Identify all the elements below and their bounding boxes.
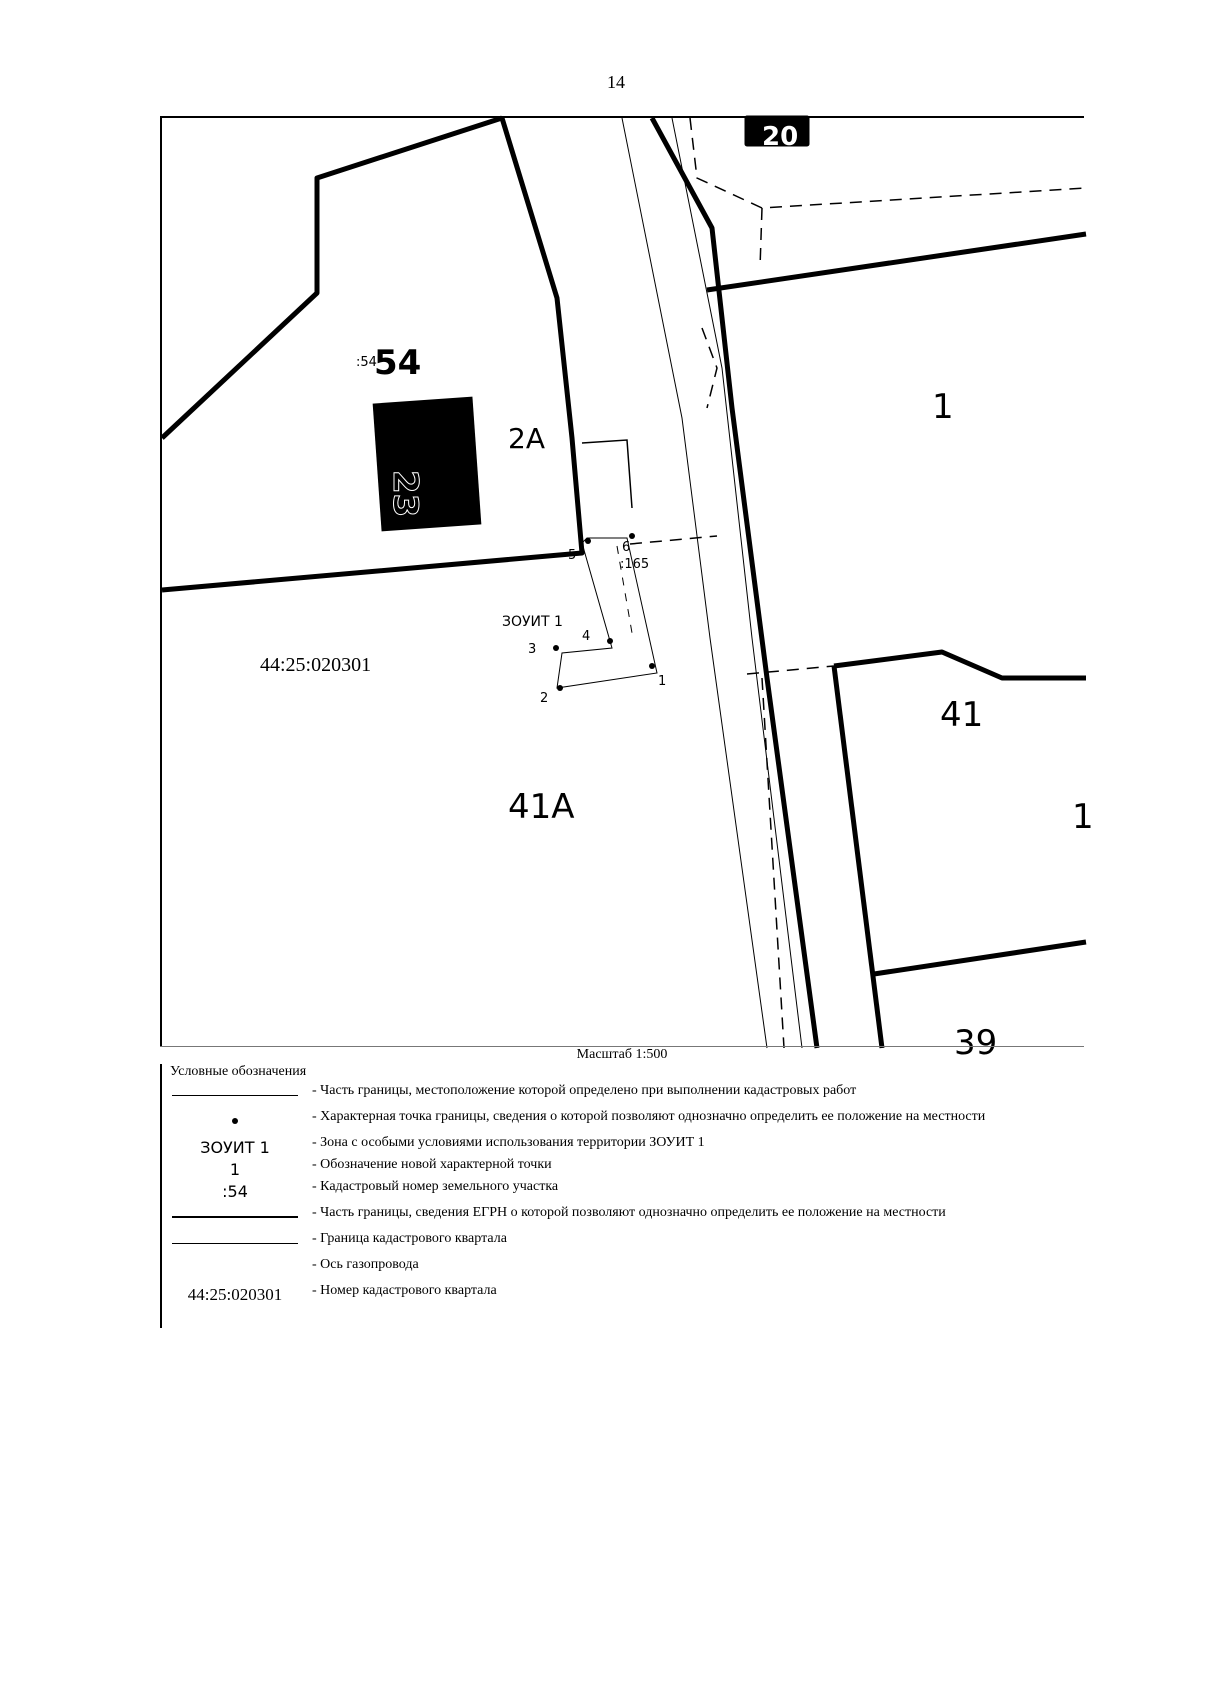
legend-text: - Часть границы, местоположение которой определено при выполнении кадастровых работ: [312, 1083, 857, 1098]
point-1-dot: [649, 663, 655, 669]
house-41A-label: 41А: [508, 787, 575, 827]
scale-label: Масштаб 1:500: [160, 1046, 1084, 1063]
legend-symbol-thin-line: [170, 1082, 300, 1108]
point-4-dot: [607, 638, 613, 644]
legend-row-gas-axis: [162, 1256, 1086, 1282]
quarter-line-north-east: [702, 328, 717, 408]
legend-symbol-quarter-number: 44:25:020301: [187, 1285, 283, 1304]
legend: [160, 1064, 1084, 1328]
legend-symbol-zone: ЗОУИТ 1: [200, 1137, 270, 1157]
plot-1-partial-label: 1: [1072, 797, 1094, 837]
legend-text: - Кадастровый номер земельного участка: [312, 1179, 559, 1194]
plot-41-label: 41: [940, 695, 984, 735]
legend-text: - Обозначение новой характерной точки: [312, 1157, 552, 1172]
legend-text: - Часть границы, сведения ЕГРН о которой позволяют однозначно определить ее положение на местности: [312, 1205, 946, 1220]
legend-title: Условные обозначения: [170, 1064, 307, 1079]
quarter-boundaries: [630, 118, 1086, 1048]
legend-row-quarter-boundary: [162, 1230, 1086, 1256]
point-3-dot: [553, 645, 559, 651]
legend-text: - Характерная точка границы, сведения о которой позволяют однозначно определить ее положение на местности: [312, 1109, 986, 1124]
egrn-boundaries: [162, 118, 1086, 1048]
legend-symbol-thick-line: [170, 1204, 300, 1230]
point-2-dot: [557, 685, 563, 691]
point-1-label: 1: [658, 674, 667, 689]
zone-label: ЗОУИТ 1: [502, 614, 563, 630]
boundary-plot-41-top: [834, 652, 1086, 678]
plot-54-small-label: :54: [356, 355, 377, 370]
legend-symbol-gas-axis: [170, 1256, 300, 1282]
legend-row-quarter-number: [162, 1282, 1086, 1308]
legend-symbol-point-number: 1: [229, 1159, 241, 1179]
quarter-line-165: [630, 536, 717, 544]
point-6-dot: [629, 533, 635, 539]
house-2A-label: 2А: [508, 422, 545, 455]
plot-54-label: 54: [374, 343, 422, 383]
road-edge: [672, 118, 802, 1048]
boundary-plot-1-top: [707, 234, 1086, 290]
quarter-line-vertical: [760, 208, 762, 268]
boundary-plot-39-top: [874, 942, 1086, 974]
cadastral-plan: [160, 116, 1094, 1328]
building-23-label: 23: [385, 470, 425, 518]
boundary-plot-54-top: [162, 118, 502, 438]
page-number: 14: [607, 72, 625, 92]
quarter-number-label: 44:25:020301: [260, 654, 372, 676]
legend-text: - Граница кадастрового квартала: [312, 1231, 507, 1246]
legend-text: - Номер кадастрового квартала: [312, 1283, 497, 1298]
legend-symbol-cadastral-number: :54: [222, 1181, 248, 1201]
point-4-label: 4: [582, 629, 591, 644]
gas-pipeline-axis: [622, 118, 767, 1048]
point-3-label: 3: [528, 642, 537, 657]
parcel-165-label: :165: [620, 557, 650, 572]
legend-row-point: [162, 1108, 1086, 1134]
legend-row-cadastral-number: [162, 1178, 1086, 1204]
legend-text: - Ось газопровода: [312, 1257, 419, 1272]
legend-symbol-quarter-line: [170, 1230, 300, 1256]
boundary-main-road: [652, 118, 817, 1048]
point-6-label: 6: [622, 540, 631, 555]
plot-39-label: 39: [954, 1023, 998, 1063]
legend-text: - Зона с особыми условиями использования территории ЗОУИТ 1: [312, 1135, 705, 1150]
point-5-label: 5: [568, 548, 577, 563]
boundary-plot-41-west: [834, 666, 882, 1048]
legend-row-survey-boundary: [162, 1082, 1086, 1108]
point-2-label: 2: [540, 691, 549, 706]
building-23: [373, 397, 482, 532]
legend-row-egrn-boundary: [162, 1204, 1086, 1230]
building-20-label: 20: [762, 122, 799, 152]
plot-1-label: 1: [932, 387, 954, 427]
quarter-line-41: [747, 666, 834, 674]
point-5-dot: [585, 538, 591, 544]
legend-symbol-dot: [170, 1108, 300, 1134]
boundary-plot-54-east: [162, 118, 582, 590]
outline-2A: [582, 440, 632, 508]
